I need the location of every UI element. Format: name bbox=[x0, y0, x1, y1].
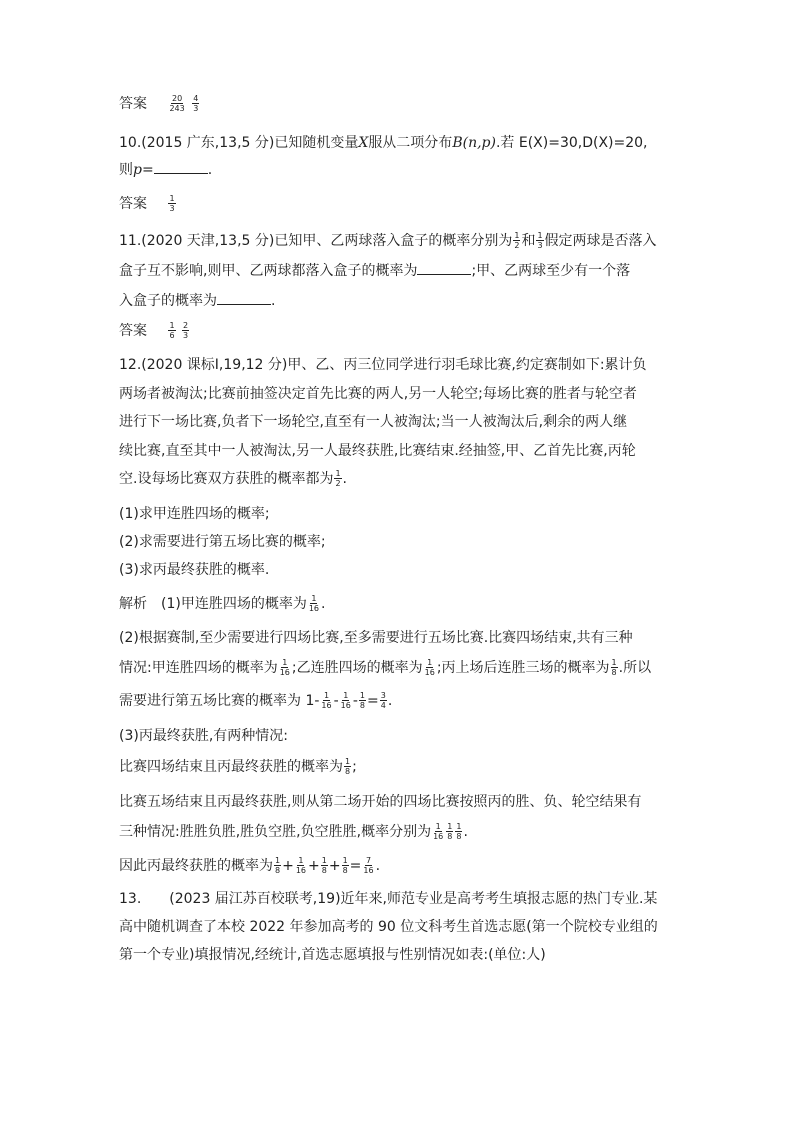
question-12-line-4: 续比赛,直至其中一人被淘汰,另一人最终获胜,比赛结束.经抽签,甲、乙首先比赛,丙轮 bbox=[119, 443, 636, 459]
solution-12-part-2-line-3: 需要进行第五场比赛的概率为 1- $\frac{1}{16}$ - $\frac{1}{16}$ - $\frac{1}{8}$ = $\frac{3}{4}$ . bbox=[119, 690, 393, 710]
solution-12-part-3-line-2: 比赛四场结束且丙最终获胜的概率为 $\frac{1}{8}$ ; bbox=[119, 756, 357, 776]
answer-q11: 答案 $\frac{1}{6}$ $\frac{2}{3}$ bbox=[119, 320, 189, 340]
fraction: $\frac{20}{243}$ bbox=[169, 93, 185, 113]
answer-blank bbox=[417, 262, 471, 275]
question-13-line-3: 第一个专业)填报情况,经统计,首选志愿填报与性别情况如表:(单位:人) bbox=[119, 947, 546, 963]
question-12-line-2: 两场者被淘汰;比赛前抽签决定首先比赛的两人,另一人轮空;每场比赛的胜者与轮空者 bbox=[119, 386, 637, 402]
question-12-line-1: 12.(2020 课标Ⅰ,19,12 分)甲、乙、丙三位同学进行羽毛球比赛,约定赛制如下:累计负 bbox=[119, 357, 647, 373]
answer-blank bbox=[217, 292, 271, 305]
question-13-line-1: 13. (2023 届江苏百校联考,19)近年来,师范专业是高考考生填报志愿的热门专业.某 bbox=[119, 891, 658, 907]
solution-12-part-3-line-3: 比赛五场结束且丙最终获胜,则从第二场开始的四场比赛按照丙的胜、负、轮空结果有 bbox=[119, 794, 642, 810]
solution-12-part-3-line-1: (3)丙最终获胜,有两种情况: bbox=[119, 728, 288, 744]
solution-12-part-1: 解析 (1)甲连胜四场的概率为 $\frac{1}{16}$ . bbox=[119, 593, 326, 613]
answer-blank bbox=[154, 161, 208, 174]
question-13-line-2: 高中随机调查了本校 2022 年参加高考的 90 位文科考生首选志愿(第一个院校专业组的 bbox=[119, 919, 658, 935]
question-12-sub-3: (3)求丙最终获胜的概率. bbox=[119, 562, 270, 578]
question-11-line-1: 11.(2020 天津,13,5 分)已知甲、乙两球落入盒子的概率分别为 $\frac{1}{2}$ 和 $\frac{1}{3}$ 假定两球是否落入 bbox=[119, 230, 657, 250]
question-12-line-3: 进行下一场比赛,负者下一场轮空,直至有一人被淘汰;当一人被淘汰后,剩余的两人继 bbox=[119, 414, 628, 430]
question-11-line-2: 盒子互不影响,则甲、乙两球都落入盒子的概率为 ;甲、乙两球至少有一个落 bbox=[119, 263, 631, 279]
question-12-line-5: 空.设每场比赛双方获胜的概率都为 $\frac{1}{2}$ . bbox=[119, 468, 347, 488]
answer-q9 bbox=[119, 94, 200, 114]
solution-12-part-2-line-2: 情况:甲连胜四场的概率为 $\frac{1}{16}$ ;乙连胜四场的概率为 $\frac{1}{16}$ ;丙上场后连胜三场的概率为 $\frac{1}{8}$ .所以 bbox=[119, 657, 652, 677]
question-12-sub-2: (2)求需要进行第五场比赛的概率; bbox=[119, 534, 326, 550]
answer-label: 答案 bbox=[119, 96, 147, 112]
question-12-sub-1: (1)求甲连胜四场的概率; bbox=[119, 506, 270, 522]
solution-12-part-3-line-5: 因此丙最终获胜的概率为 $\frac{1}{8}$ + $\frac{1}{16}$ + $\frac{1}{8}$ + $\frac{1}{8}$ = $\frac{7}{16}$ . bbox=[119, 855, 381, 875]
question-11-line-3: 入盒子的概率为 . bbox=[119, 293, 276, 309]
question-10-line-2: 则p= . bbox=[119, 162, 213, 178]
question-10-line-1: 10.(2015 广东,13,5 分)已知随机变量X服从二项分布B(n,p).若 E(X)=30,D(X)=20, bbox=[119, 135, 648, 151]
solution-12-part-3-line-4: 三种情况:胜胜负胜,胜负空胜,负空胜胜,概率分别为 $\frac{1}{16}$ $\frac{1}{8}$ $\frac{1}{8}$ . bbox=[119, 821, 468, 841]
fraction: $\frac{4}{3}$ bbox=[193, 93, 199, 113]
solution-12-part-2-line-1: (2)根据赛制,至少需要进行四场比赛,至多需要进行五场比赛.比赛四场结束,共有三种 bbox=[119, 630, 633, 646]
answer-q10: 答案 $\frac{1}{3}$ bbox=[119, 193, 175, 213]
fraction: $\frac{1}{3}$ bbox=[169, 193, 175, 213]
analysis-label: 解析 bbox=[119, 596, 147, 612]
